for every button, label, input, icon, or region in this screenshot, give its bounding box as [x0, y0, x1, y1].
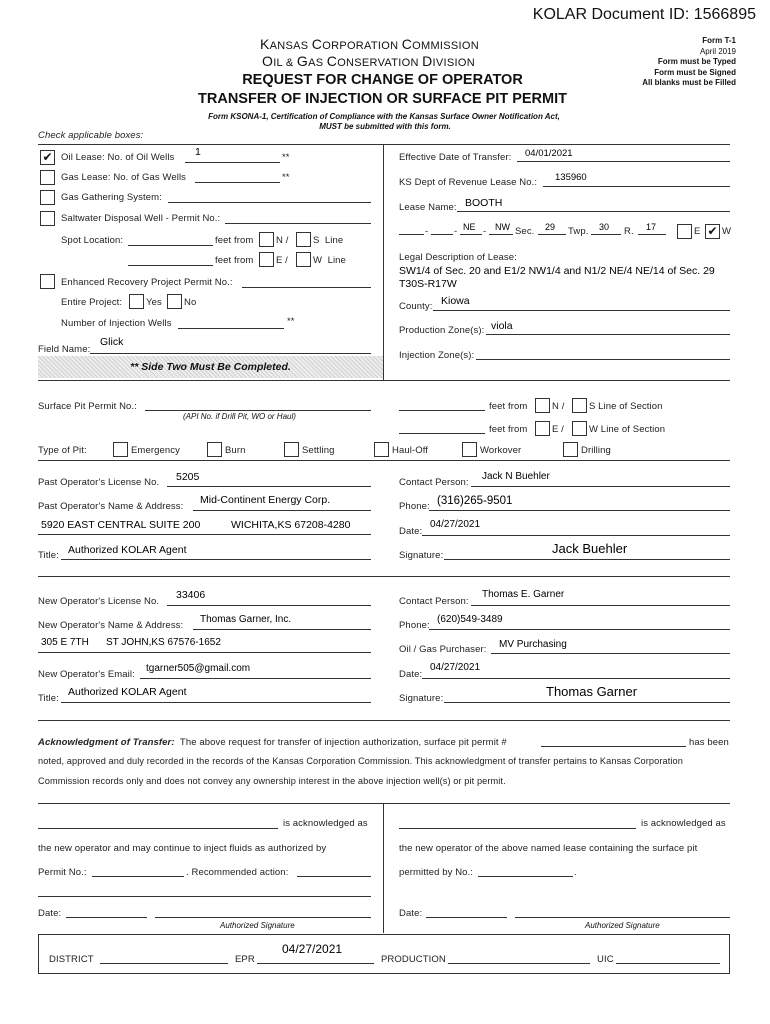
past-phone-value[interactable]: (316)265-9501: [437, 495, 513, 507]
sec-value[interactable]: 29: [545, 222, 556, 232]
spot-w-label: W Line: [313, 255, 346, 266]
gas-gathering-checkbox[interactable]: [40, 190, 55, 205]
range-e-checkbox[interactable]: [677, 224, 692, 239]
num-injection-label: Number of Injection Wells: [61, 318, 172, 329]
new-license-value[interactable]: 33406: [176, 589, 206, 601]
side-two-banner: [38, 356, 383, 378]
past-phone-label: Phone:: [399, 501, 430, 512]
new-email-value[interactable]: tgarner505@gmail.com: [146, 663, 251, 674]
effective-date-value[interactable]: 04/01/2021: [525, 148, 573, 159]
new-date-value[interactable]: 04/27/2021: [430, 662, 481, 673]
inj-zone-label: Injection Zone(s):: [399, 350, 475, 361]
field-name-value[interactable]: Glick: [100, 336, 124, 348]
pit-n-checkbox[interactable]: [535, 398, 550, 413]
field-name-label: Field Name:: [38, 344, 91, 355]
new-name-label: New Operator's Name & Address:: [38, 620, 184, 631]
range-w-checkbox[interactable]: ✔: [705, 224, 720, 239]
legal-value-2[interactable]: T30S-R17W: [399, 278, 457, 290]
new-address-1[interactable]: 305 E 7TH: [41, 637, 89, 648]
past-contact-label: Contact Person:: [399, 477, 469, 488]
saltwater-label: Saltwater Disposal Well - Permit No.:: [61, 213, 221, 224]
pit-settling-label: Settling: [302, 445, 335, 456]
entire-yes-label: Yes: [146, 297, 162, 308]
range-w-label: W: [722, 226, 732, 237]
left-new-operator-text: the new operator and may continue to inject fluids as authorized by: [38, 843, 327, 854]
spot-feet-from-1: feet from: [215, 235, 254, 246]
ks-dept-value[interactable]: 135960: [555, 172, 587, 183]
agency-line-2: OIL & GAS CONSERVATION DIVISION: [262, 53, 475, 69]
new-name-value[interactable]: Thomas Garner, Inc.: [200, 614, 292, 625]
form-name: Form T-1: [702, 36, 736, 45]
oil-wells-value[interactable]: 1: [195, 146, 201, 158]
spot-e-label: E /: [276, 255, 288, 266]
pit-s-checkbox[interactable]: [572, 398, 587, 413]
pit-burn-label: Burn: [225, 445, 246, 456]
past-name-value[interactable]: Mid-Continent Energy Corp.: [200, 494, 331, 506]
sec-label: Sec.: [515, 226, 535, 237]
legal-value-1[interactable]: SW1/4 of Sec. 20 and E1/2 NW1/4 and N1/2 NE/4 NE/14 of Sec. 29: [399, 265, 715, 277]
pit-e-checkbox[interactable]: [535, 421, 550, 436]
ack-line-3: Commission records only and does not convey any ownership interest in the above injection well(s) or pit permit.: [38, 776, 506, 786]
agency-line-1: KANSAS CORPORATION COMMISSION: [260, 36, 480, 52]
form-date: April 2019: [699, 46, 736, 56]
oil-lease-checkbox[interactable]: ✔: [40, 150, 55, 165]
production-label: PRODUCTION: [381, 954, 446, 965]
spot-n-checkbox[interactable]: [259, 232, 274, 247]
pit-feet-from-2: feet from: [489, 424, 528, 435]
pit-workover-checkbox[interactable]: [462, 442, 477, 457]
epr-label: EPR: [235, 954, 255, 965]
spot-location-label: Spot Location:: [61, 235, 124, 246]
gas-lease-label: Gas Lease: No. of Gas Wells: [61, 172, 187, 183]
api-note: (API No. if Drill Pit, WO or Haul): [183, 412, 296, 421]
entire-no-label: No: [184, 297, 197, 308]
pit-n-label: N /: [552, 401, 565, 412]
r-value[interactable]: 17: [646, 222, 657, 232]
prod-zone-value[interactable]: viola: [491, 320, 513, 332]
county-value[interactable]: Kiowa: [441, 295, 470, 307]
lease-name-label: Lease Name:: [399, 202, 457, 213]
enhanced-checkbox[interactable]: [40, 274, 55, 289]
ack-line-2: noted, approved and duly recorded in the records of the Kansas Corporation Commission. This acknowledgment of transfer pertains to Kansas Corporation: [38, 756, 683, 766]
range-e-label: E: [694, 226, 701, 237]
legal-label: Legal Description of Lease:: [399, 252, 517, 263]
permit-no-label: Permit No.:: [38, 867, 87, 878]
spot-w-checkbox[interactable]: [296, 252, 311, 267]
ack-line-1: Acknowledgment of Transfer: The above request for transfer of injection authorization, surface pit permit #: [38, 737, 507, 748]
past-date-value[interactable]: 04/27/2021: [430, 519, 481, 530]
past-signature-label: Signature:: [399, 550, 444, 561]
gas-stars: **: [282, 172, 290, 183]
spot-n-label: N /: [276, 235, 289, 246]
county-label: County:: [399, 301, 433, 312]
dash-1: -: [425, 226, 429, 237]
spot-feet-from-2: feet from: [215, 255, 254, 266]
pit-e-label: E /: [552, 424, 564, 435]
past-date-label: Date:: [399, 526, 423, 537]
check-applicable: Check applicable boxes:: [38, 130, 144, 141]
new-license-label: New Operator's License No.: [38, 596, 160, 607]
form-blanks: All blanks must be Filled: [642, 78, 736, 87]
side-two-text: ** Side Two Must Be Completed.: [130, 361, 291, 373]
left-is-acknowledged: is acknowledged as: [283, 818, 368, 829]
saltwater-checkbox[interactable]: [40, 211, 55, 226]
past-title-label: Title:: [38, 550, 59, 561]
pit-workover-label: Workover: [480, 445, 522, 456]
ks-dept-label: KS Dept of Revenue Lease No.:: [399, 177, 538, 188]
r-label: R.: [624, 226, 634, 237]
pit-emergency-label: Emergency: [131, 445, 180, 456]
entire-yes-checkbox[interactable]: [129, 294, 144, 309]
new-contact-value[interactable]: Thomas E. Garner: [482, 589, 565, 600]
enhanced-label: Enhanced Recovery Project Permit No.:: [61, 277, 233, 288]
new-title-value[interactable]: Authorized KOLAR Agent: [68, 686, 187, 698]
subtitle-1: Form KSONA-1, Certification of Compliance with the Kansas Surface Owner Notification Act,: [208, 112, 560, 121]
pit-w-checkbox[interactable]: [572, 421, 587, 436]
right-date-label: Date:: [399, 908, 423, 919]
effective-date-label: Effective Date of Transfer:: [399, 152, 512, 163]
prod-zone-label: Production Zone(s):: [399, 325, 485, 336]
quarter-2-value[interactable]: NW: [495, 222, 510, 232]
spot-e-checkbox[interactable]: [259, 252, 274, 267]
pit-drilling-checkbox[interactable]: [563, 442, 578, 457]
new-signature-value[interactable]: Thomas Garner: [546, 684, 638, 699]
twp-value[interactable]: 30: [599, 222, 610, 232]
new-email-label: New Operator's Email:: [38, 669, 135, 680]
new-date-label: Date:: [399, 669, 423, 680]
surface-pit-label: Surface Pit Permit No.:: [38, 401, 137, 412]
left-date-label: Date:: [38, 908, 62, 919]
type-of-pit-label: Type of Pit:: [38, 445, 87, 456]
past-signature-value[interactable]: Jack Buehler: [552, 541, 628, 556]
lease-name-value[interactable]: BOOTH: [465, 197, 503, 209]
oil-stars: **: [282, 152, 290, 163]
entire-project-label: Entire Project:: [61, 297, 123, 308]
uic-label: UIC: [597, 954, 614, 965]
quarter-1-value[interactable]: NE: [463, 222, 476, 232]
permitted-by-label: permitted by No.:: [399, 867, 474, 878]
past-contact-value[interactable]: Jack N Buehler: [482, 471, 550, 482]
dash-3: -: [483, 226, 487, 237]
pit-emergency-checkbox[interactable]: [113, 442, 128, 457]
new-phone-value[interactable]: (620)549-3489: [437, 614, 503, 625]
gas-gathering-label: Gas Gathering System:: [61, 192, 162, 203]
form-typed: Form must be Typed: [657, 57, 736, 66]
past-title-value[interactable]: Authorized KOLAR Agent: [68, 544, 187, 556]
new-contact-label: Contact Person:: [399, 596, 469, 607]
pit-w-label: W Line of Section: [589, 424, 666, 435]
oil-lease-label: Oil Lease: No. of Oil Wells: [61, 152, 175, 163]
new-phone-label: Phone:: [399, 620, 430, 631]
new-signature-label: Signature:: [399, 693, 444, 704]
new-title-label: Title:: [38, 693, 59, 704]
district-label: DISTRICT: [49, 954, 94, 965]
recommended-action-label: . Recommended action:: [186, 867, 289, 878]
left-auth-sig: Authorized Signature: [220, 921, 295, 930]
title-2: TRANSFER OF INJECTION OR SURFACE PIT PERMIT: [198, 91, 567, 107]
title-1: REQUEST FOR CHANGE OF OPERATOR: [242, 72, 523, 88]
twp-label: Twp.: [568, 226, 589, 237]
spot-s-checkbox[interactable]: [296, 232, 311, 247]
ack-has-been: has been: [689, 737, 729, 748]
past-name-label: Past Operator's Name & Address:: [38, 501, 184, 512]
right-is-acknowledged: is acknowledged as: [641, 818, 726, 829]
gas-lease-checkbox[interactable]: [40, 170, 55, 185]
pit-s-label: S Line of Section: [589, 401, 663, 412]
new-address-2[interactable]: ST JOHN,KS 67576-1652: [106, 637, 221, 648]
dash-2: -: [454, 226, 458, 237]
entire-no-checkbox[interactable]: [167, 294, 182, 309]
new-purchaser-label: Oil / Gas Purchaser:: [399, 644, 487, 655]
past-license-label: Past Operator's License No.: [38, 477, 160, 488]
past-address-2[interactable]: WICHITA,KS 67208-4280: [231, 519, 351, 531]
new-purchaser-value[interactable]: MV Purchasing: [499, 639, 567, 650]
document-id: KOLAR Document ID: 1566895: [532, 6, 756, 23]
spot-s-label: S Line: [313, 235, 344, 246]
pit-burn-checkbox[interactable]: [207, 442, 222, 457]
epr-value[interactable]: 04/27/2021: [282, 942, 343, 956]
past-address-1[interactable]: 5920 EAST CENTRAL SUITE 200: [41, 519, 201, 531]
form-signed: Form must be Signed: [654, 67, 736, 77]
num-injection-stars: **: [287, 316, 295, 327]
period: .: [574, 867, 577, 878]
subtitle-2: MUST be submitted with this form.: [319, 122, 451, 131]
pit-feet-from-1: feet from: [489, 401, 528, 412]
pit-settling-checkbox[interactable]: [284, 442, 299, 457]
pit-drilling-label: Drilling: [581, 445, 611, 456]
pit-hauloff-checkbox[interactable]: [374, 442, 389, 457]
past-license-value[interactable]: 5205: [176, 471, 200, 483]
pit-hauloff-label: Haul-Off: [392, 445, 428, 456]
right-auth-sig: Authorized Signature: [585, 921, 660, 930]
right-new-operator-text: the new operator of the above named lease containing the surface pit: [399, 843, 698, 854]
